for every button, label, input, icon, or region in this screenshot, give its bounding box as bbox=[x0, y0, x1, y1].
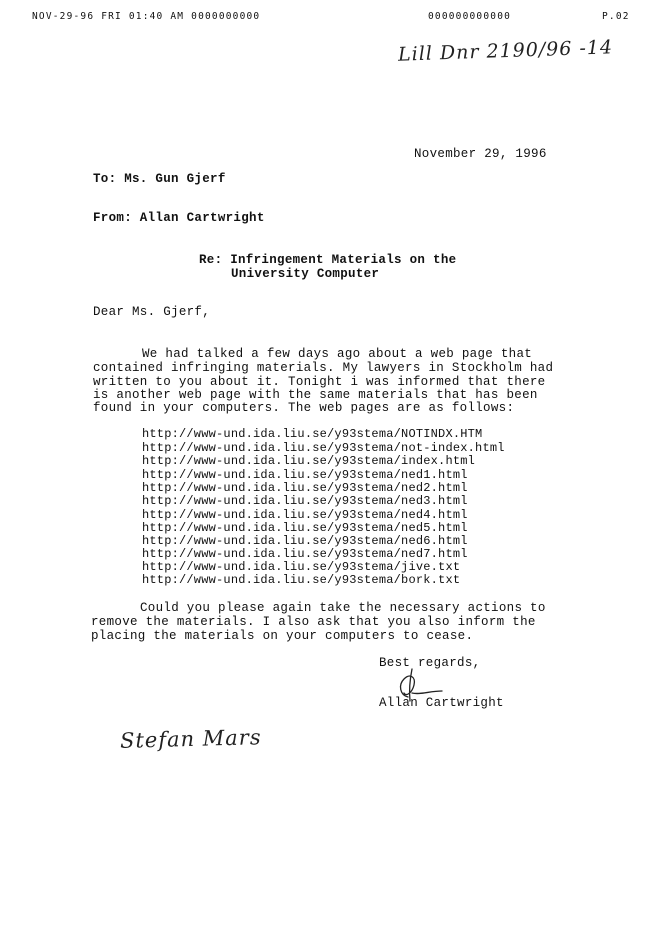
sender-line: From: Allan Cartwright bbox=[93, 211, 265, 225]
paragraph-1-line: We had talked a few days ago about a web page that bbox=[142, 347, 533, 361]
paragraph-1-line: contained infringing materials. My lawyers in Stockholm had bbox=[93, 361, 554, 375]
url-list-item: http://www-und.ida.liu.se/y93stema/not-index.html bbox=[142, 441, 505, 455]
signatory-name: Allan Cartwright bbox=[379, 696, 504, 710]
closing: Best regards, bbox=[379, 656, 481, 670]
url-list-item: http://www-und.ida.liu.se/y93stema/index.html bbox=[142, 454, 476, 468]
url-list-item: http://www-und.ida.liu.se/y93stema/ned3.html bbox=[142, 494, 468, 508]
fax-header bbox=[32, 11, 632, 25]
url-list-item: http://www-und.ida.liu.se/y93stema/ned4.html bbox=[142, 508, 468, 522]
url-list-item: http://www-und.ida.liu.se/y93stema/ned5.html bbox=[142, 521, 468, 535]
url-list-item: http://www-und.ida.liu.se/y93stema/ned1.html bbox=[142, 468, 468, 482]
paragraph-2-line: Could you please again take the necessary actions to bbox=[140, 601, 546, 615]
letter-date: November 29, 1996 bbox=[414, 147, 547, 161]
paragraph-1-line: written to you about it. Tonight i was informed that there bbox=[93, 375, 546, 389]
fax-header-left: NOV-29-96 FRI 01:40 AM 0000000000 bbox=[32, 11, 261, 22]
paragraph-2-line: placing the materials on your computers to cease. bbox=[91, 629, 474, 643]
subject-line-2: University Computer bbox=[231, 267, 380, 281]
url-list-item: http://www-und.ida.liu.se/y93stema/ned6.html bbox=[142, 534, 468, 548]
handwritten-reference-note: Lill Dnr 2190/96 -14 bbox=[397, 36, 614, 66]
salutation: Dear Ms. Gjerf, bbox=[93, 305, 211, 319]
url-list-item: http://www-und.ida.liu.se/y93stema/ned7.html bbox=[142, 547, 468, 561]
fax-page-number: P.02 bbox=[602, 11, 630, 22]
paragraph-1-line: is another web page with the same materials that has been bbox=[93, 388, 538, 402]
recipient-line: To: Ms. Gun Gjerf bbox=[93, 172, 226, 186]
handwritten-name: Stefan Mars bbox=[119, 725, 262, 753]
url-list-item: http://www-und.ida.liu.se/y93stema/NOTINDX.HTM bbox=[142, 427, 483, 441]
subject-line-1: Re: Infringement Materials on the bbox=[199, 253, 457, 267]
url-list-item: http://www-und.ida.liu.se/y93stema/jive.txt bbox=[142, 560, 461, 574]
url-list-item: http://www-und.ida.liu.se/y93stema/ned2.html bbox=[142, 481, 468, 495]
paragraph-2-line: remove the materials. I also ask that you also inform the bbox=[91, 615, 536, 629]
paragraph-1-line: found in your computers. The web pages are as follows: bbox=[93, 401, 515, 415]
url-list-item: http://www-und.ida.liu.se/y93stema/bork.txt bbox=[142, 573, 461, 587]
fax-header-middle: 000000000000 bbox=[428, 11, 512, 22]
